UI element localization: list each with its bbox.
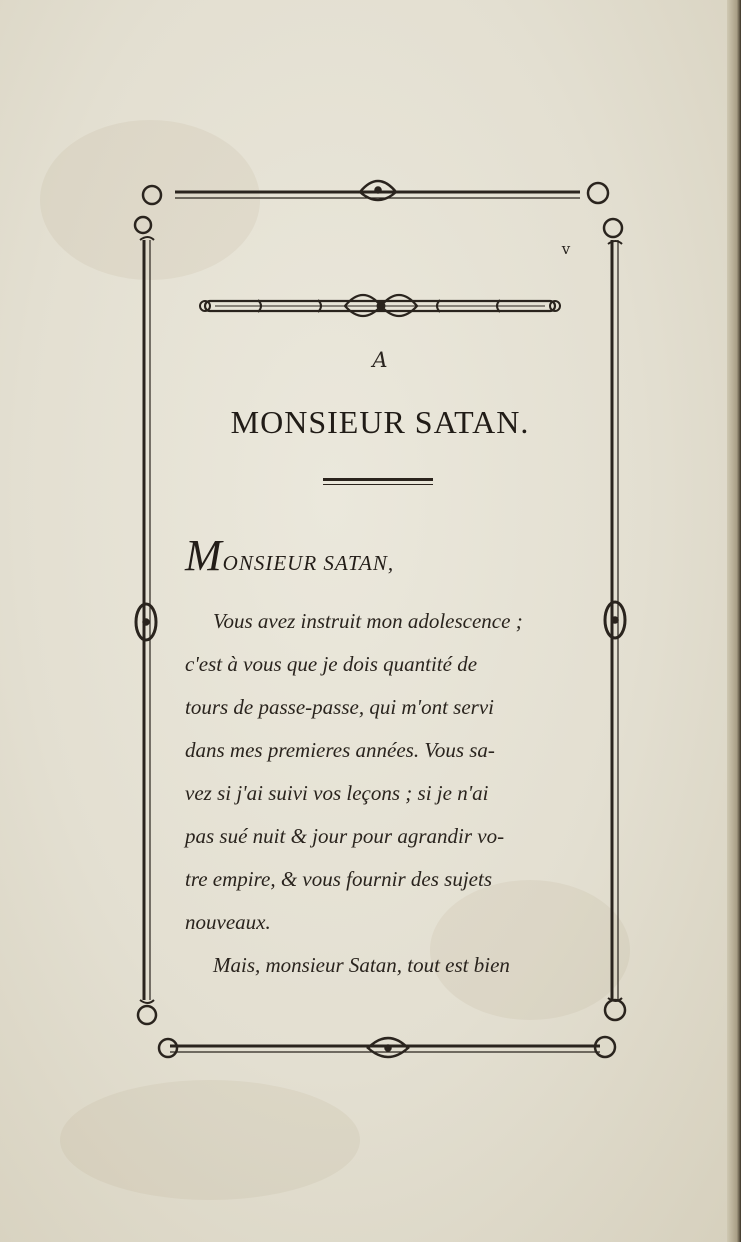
corner-ornament-icon <box>138 1000 177 1057</box>
title-rule-thin <box>323 484 433 485</box>
title-rule-thick <box>323 478 433 481</box>
text-line: vez si j'ai suivi vos leçons ; si je n'ai <box>185 781 489 805</box>
corner-ornament-icon <box>588 183 622 244</box>
text-line: nouveaux. <box>185 910 271 934</box>
text-line: tre empire, & vous fournir des sujets <box>185 867 493 891</box>
headpiece-ornament-icon <box>200 295 560 316</box>
salutation-initial: M <box>185 531 223 580</box>
text-line: c'est à vous que je dois quantité de <box>185 652 478 676</box>
salutation-rest: ONSIEUR SATAN, <box>222 551 395 575</box>
page-folio: v <box>561 240 571 258</box>
text-line: tours de passe-passe, qui m'ont servi <box>185 695 494 719</box>
corner-ornament-icon <box>135 186 161 240</box>
side-ornament-icon <box>605 602 625 638</box>
dedication-title: MONSIEUR SATAN. <box>230 404 530 440</box>
dedication-prefix: A <box>372 348 388 372</box>
corner-ornament-icon <box>595 998 625 1057</box>
text-line: pas sué nuit & jour pour agrandir vo- <box>185 824 505 848</box>
salutation <box>185 530 394 581</box>
side-ornament-icon <box>136 604 156 640</box>
text-line: dans mes premieres années. Vous sa- <box>185 738 495 762</box>
text-line: Vous avez instruit mon adolescence ; <box>213 609 523 633</box>
text-line: Mais, monsieur Satan, tout est bien <box>213 953 510 977</box>
